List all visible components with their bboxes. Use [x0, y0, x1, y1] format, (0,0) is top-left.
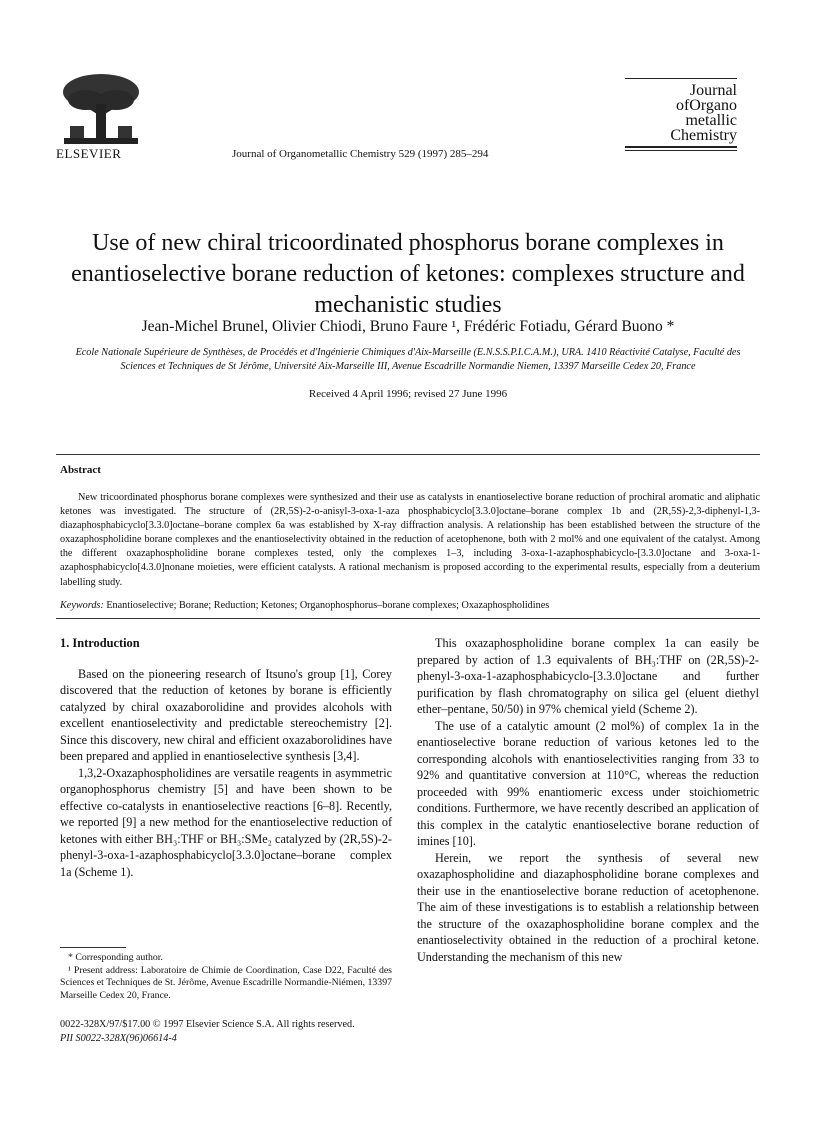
logo-rule-bottom-thin: [625, 150, 737, 151]
paper-title: Use of new chiral tricoordinated phosphorus borane complexes in enantioselective borane reduction of ketones: complexes structure and mechanistic studies: [71, 230, 745, 318]
author-list: Jean-Michel Brunel, Olivier Chiodi, Bruno Faure ¹, Frédéric Fotiadu, Gérard Buono *: [141, 318, 675, 335]
elsevier-tree-logo: [56, 70, 146, 148]
logo-line-3: metallic: [685, 112, 737, 129]
abstract-heading: Abstract: [60, 464, 101, 476]
intro-paragraph-5: Herein, we report the synthesis of several new oxazaphospholidine and diazaphospholidine borane complexes and their use in the enantioselective borane reduction of acetophenone. The aim of these investigations is to establish a relationship between the structure of the oxazaphospholidine borane complex and the enantioselectivity obtained in the reduction of a prochiral ketone. Understanding the mechanism of this new: [417, 850, 759, 964]
abstract-body: New tricoordinated phosphorus borane complexes were synthesized and their use as catalysts in enantioselective borane reduction of prochiral aromatic and aliphatic ketones was investigated. The structure of (2R,5S)-2-o-anisyl-3-oxa-1-aza phosphabicyclo[3.3.0]octane–borane complex 1b and (2R,5S)-2,3-diphenyl-1,3-diazaphosphabicyclo[3.3.0]octane–borane complex 6a was established by X-ray diffraction analysis. A relationship has been established between the structure of the oxazaphospholidine borane complexes and the enantioselectivity obtained in the reduction of acetophenone, both with 2 mol% and one equivalent of the catalyst. Among the different oxazaphospholidine borane complexes tested, only the complexes 1–3, including 3-oxa-1-azaphosphabicyclo-[3.3.0]octane and 3-oxa-1-azaphosphabicyclo[4.3.0]nonane moieties, were efficient catalysts. A rational mechanism is proposed according to the experimental results, especially from a deuterium labelling study.: [60, 492, 760, 588]
abstract-top-rule: [56, 454, 760, 455]
journal-logo: [625, 78, 737, 153]
left-column: [60, 635, 392, 880]
keywords-text: Enantioselective; Borane; Reduction; Ketones; Organophosphorus–borane complexes; Oxazaphospholidines: [103, 600, 550, 611]
right-column: [417, 635, 759, 965]
pii-line: PII S0022-328X(96)06614-4: [60, 1033, 177, 1044]
intro-paragraph-2: 1,3,2-Oxazaphospholidines are versatile reagents in asymmetric organophosphorus chemistry [5] and have been shown to be effective co-catalysts in enantioselective reactions [6–8]. Recently, we reported [9] a new method for the enantioselective reduction of ketones with either BH₃:THF or BH₃:SMe₂ catalyzed by (2R,5S)-2-phenyl-3-oxa-1-azaphosphabicyclo[3.3.0]octane–borane complex 1a (Scheme 1).: [60, 765, 392, 879]
footnotes: [60, 952, 392, 1002]
logo-line-1: Journal: [689, 82, 737, 99]
intro-paragraph-4: The use of a catalytic amount (2 mol%) of complex 1a in the enantioselective borane reduction of various ketones led to the corresponding alcohols with enantioselectivities ranging from 33 to 92% and quantitative conversion at 110°C, whereas the reduction proceeded with 99% enantiomeric excess under stoichiometric conditions. Furthermore, we have recently described an application of this complex in the catalytic enantioselective borane reduction of imines [10].: [417, 718, 759, 848]
abstract-bottom-rule: [56, 618, 760, 619]
received-dates: Received 4 April 1996; revised 27 June 1996: [308, 388, 508, 400]
journal-citation: Journal of Organometallic Chemistry 529 (1997) 285–294: [232, 148, 489, 160]
intro-paragraph-1: Based on the pioneering research of Itsuno's group [1], Corey discovered that the reduction of ketones by borane is efficiently catalyzed by chiral oxazaborolidine and provides alcohols with excellent enantioselectivity and predictable stereochemistry [2]. Since this discovery, new chiral and efficient oxazaborolidines have been prepared and applied in enantioselective synthesis [3,4].: [60, 666, 392, 763]
section-heading-introduction: 1. Introduction: [60, 636, 140, 650]
logo-rule: [625, 78, 737, 79]
copyright: [60, 1018, 460, 1046]
logo-line-2: ofOrgano: [675, 97, 737, 114]
keywords: [60, 600, 760, 611]
keywords-label: Keywords:: [60, 600, 104, 611]
footnote-corresponding: * Corresponding author.: [68, 952, 163, 963]
affiliation: Ecole Nationale Supérieure de Synthèses, de Procédés et d'Ingénierie Chimiques d'Aix-Marseille (E.N.S.S.P.I.C.A.M.), URA. 1410 Réactivité Catalyse, Faculté des Sciences et Techniques de St Jérôme, Université Aix-Marseille III, Avenue Escadrille Normandie Niemen, 13397 Marseille Cedex 20, France: [75, 347, 741, 372]
footnote-rule: [60, 947, 126, 948]
logo-rule-bottom: [625, 146, 737, 148]
logo-line-4: Chemistry: [670, 127, 737, 144]
footnote-present-address: ¹ Present address: Laboratoire de Chimie de Coordination, Case D22, Faculté des Sciences et Techniques de St. Jérôme, Avenue Escadrille Normandie-Niémen, 13397 Marseille Cedex 20, France.: [60, 964, 392, 1001]
intro-paragraph-3: This oxazaphospholidine borane complex 1a can easily be prepared by action of 1.3 equivalents of BH₃:THF on (2R,5S)-2-phenyl-3-oxa-1-azaphosphabicyclo-[3.3.0]octane and further purification by flash chromatography on silica gel (eluent diethyl ether–pentane, 50/50) in 97% chemical yield (Scheme 2).: [417, 636, 759, 716]
publisher-name: ELSEVIER: [56, 146, 122, 161]
copyright-line: 0022-328X/97/$17.00 © 1997 Elsevier Science S.A. All rights reserved.: [60, 1019, 355, 1030]
